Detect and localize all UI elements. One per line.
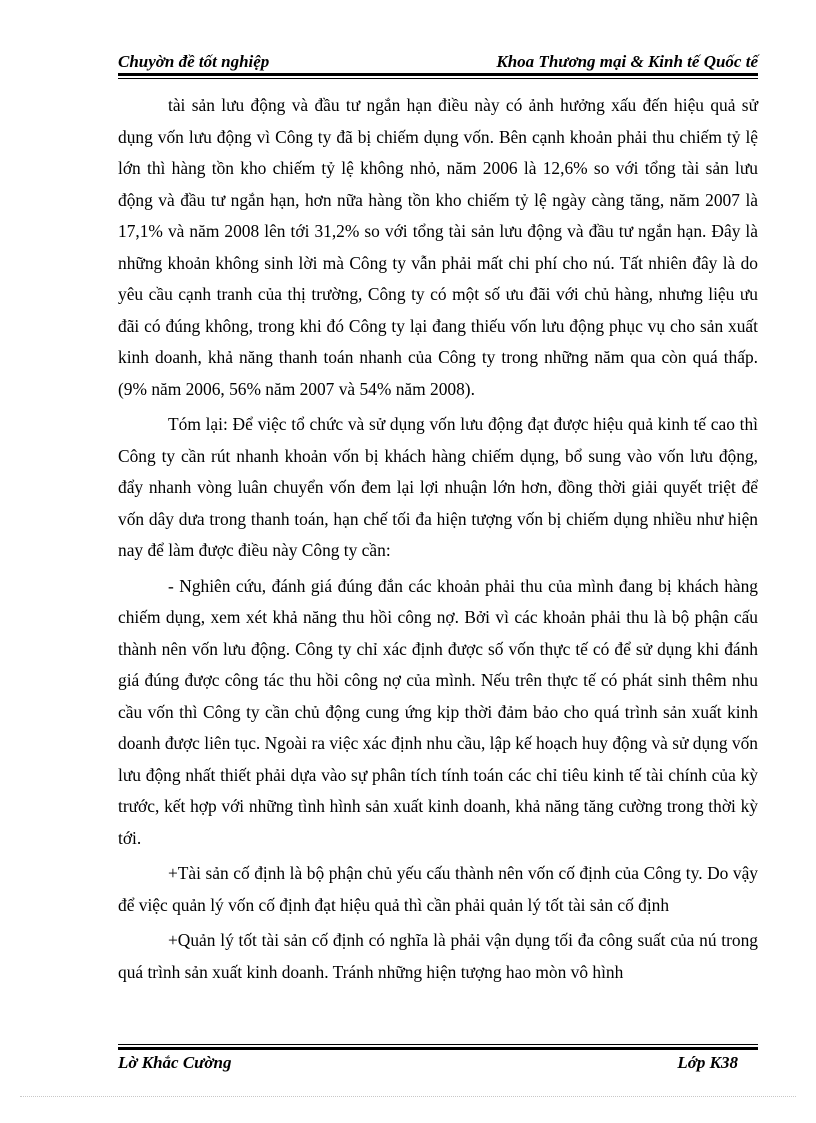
footer-divider-thin [118, 1044, 758, 1045]
page-header [118, 46, 758, 72]
header-divider-thin [118, 78, 758, 79]
paragraph-5: +Quản lý tốt tài sản cố định có nghĩa là phải vận dụng tối đa công suất của nú trong quá trình sản xuất kinh doanh. Tránh những hiện tượng hao mòn vô hình [118, 930, 758, 982]
page-footer [118, 1053, 738, 1073]
header-thesis-title: Chuyờn đề tốt nghiệp [118, 52, 270, 71]
paragraph-3: - Nghiên cứu, đánh giá đúng đắn các khoản phải thu của mình đang bị khách hàng chiếm dụng, xem xét khả năng thu hồi công nợ. Bởi vì các khoản phải thu là bộ phận cấu thành nên vốn lưu động. Công ty chỉ xác định được số vốn thực tế có để sử dụng khi đánh giá đúng được công tác thu hồi công nợ của mình. Nếu trên thực tế có phát sinh thêm nhu cầu vốn thì Công ty cần chủ động cung ứng kịp thời đảm bảo cho quá trình sản xuất kinh doanh được liên tục. Ngoài ra việc xác định nhu cầu, lập kế hoạch huy động và sử dụng vốn lưu động nhất thiết phải dựa vào sự phân tích tính toán các chỉ tiêu kinh tế tài chính của kỳ trước, kết hợp với những tình hình sản xuất kinh doanh, khả năng tăng cường trong thời kỳ tới. [118, 575, 758, 848]
header-faculty-name: Khoa Thương mại & Kinh tế Quốc tế [496, 52, 758, 71]
footer-divider-thick [118, 1047, 758, 1050]
paragraph-2: Tóm lại: Để việc tổ chức và sử dụng vốn lưu động đạt được hiệu quả kinh tế cao thì Công ty cần rút nhanh khoản vốn bị khách hàng chiếm dụng, bổ sung vào vốn lưu động, đẩy nhanh vòng luân chuyển vốn đem lại lợi nhuận lớn hơn, đồng thời giải quyết triệt để vốn dây dưa trong thanh toán, hạn chế tối đa hiện tượng vốn bị chiếm dụng nhiều như hiện nay để làm được điều này Công ty cần: [118, 414, 758, 560]
paragraph-1: tài sản lưu động và đầu tư ngắn hạn điều này có ảnh hưởng xấu đến hiệu quả sử dụng vốn lưu động vì Công ty đã bị chiếm dụng vốn. Bên cạnh khoản phải thu chiếm tỷ lệ lớn thì hàng tồn kho chiếm tỷ lệ không nhỏ, năm 2006 là 12,6% so với tổng tài sản lưu động và đầu tư ngắn hạn, hơn nữa hàng tồn kho chiếm tỷ lệ ngày càng tăng, năm 2007 là 17,1% và năm 2008 lên tới 31,2% so với tổng tài sản lưu động và đầu tư ngắn hạn. Đây là những khoản không sinh lời mà Công ty vẫn phải mất chi phí cho nú. Tất nhiên đây là do yêu cầu cạnh tranh của thị trường, Công ty có một số ưu đãi với chủ hàng, nhưng liệu ưu đãi có đúng không, trong khi đó Công ty lại đang thiếu vốn lưu động phục vụ cho sản xuất kinh doanh, khả năng thanh toán nhanh của Công ty trong những năm qua còn quá thấp. (9% năm 2006, 56% năm 2007 và 54% năm 2008). [118, 95, 758, 399]
page-bottom-edge [20, 1096, 796, 1097]
header-divider-thick [118, 73, 758, 76]
footer-author-name: Lờ Khắc Cường [118, 1053, 232, 1072]
body-text [118, 90, 758, 992]
paragraph-4: +Tài sản cố định là bộ phận chủ yếu cấu thành nên vốn cố định của Công ty. Do vậy để việc quản lý vốn cố định đạt hiệu quả thì cần phải quản lý tốt tài sản cố định [118, 863, 758, 915]
footer-class-name: Lớp K38 [677, 1053, 738, 1072]
